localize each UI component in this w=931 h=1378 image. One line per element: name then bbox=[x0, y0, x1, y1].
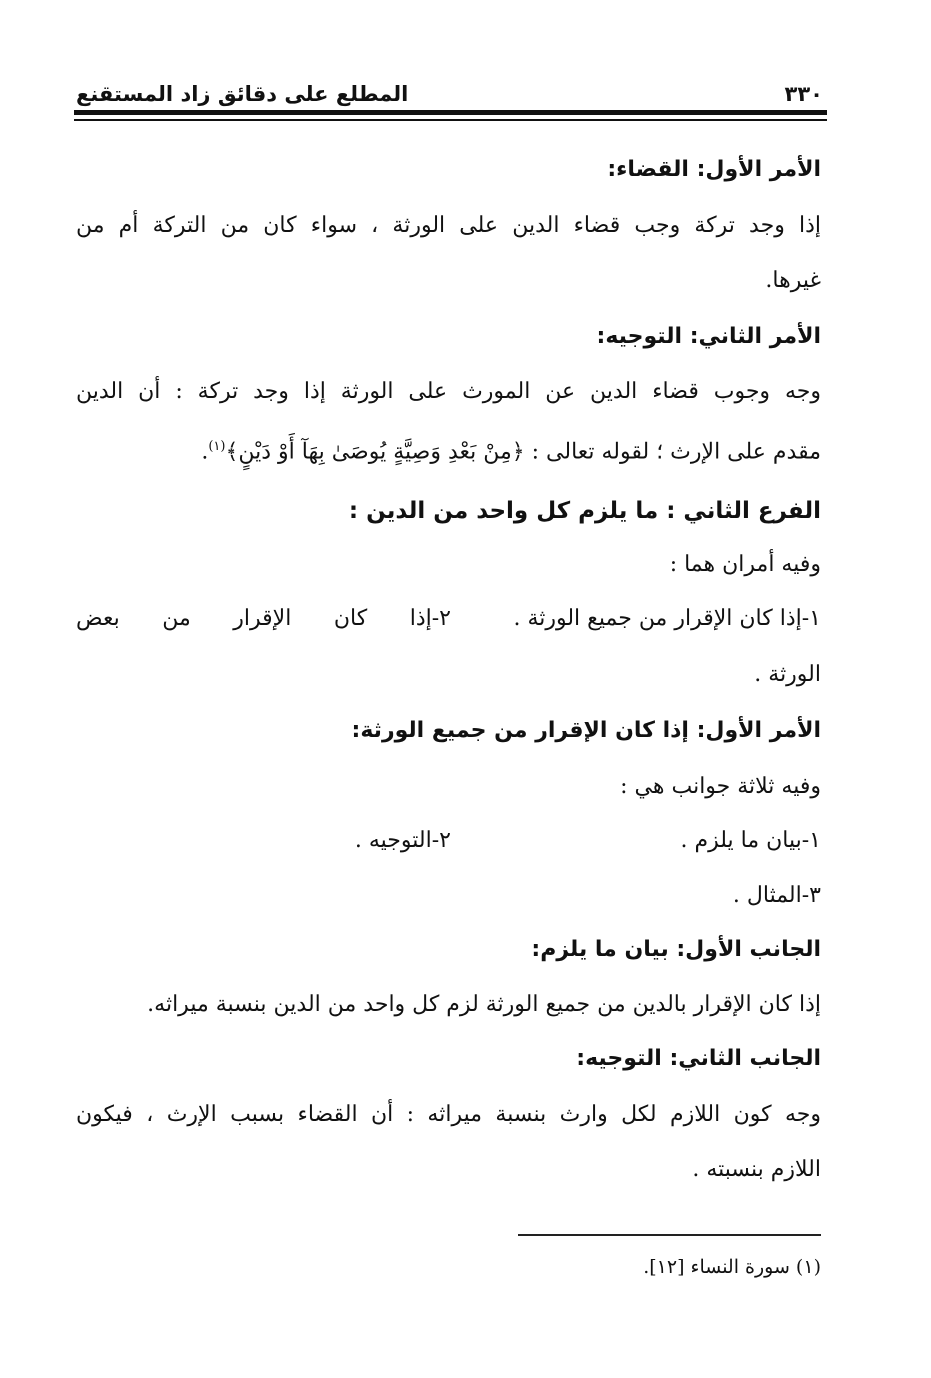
sub-item-1: ١-بيان ما يلزم . bbox=[680, 828, 821, 853]
footnote-ref: (١) bbox=[208, 439, 226, 454]
sub-item-3: ٣-المثال . bbox=[732, 883, 821, 908]
paragraph-2-line-1: وجه وجوب قضاء الدين عن المورث على الورثة إذا وجد تركة : أن الدين bbox=[76, 379, 821, 404]
paragraph-6-line-2: اللازم بنسبته . bbox=[692, 1157, 821, 1182]
heading-first-matter-all-heirs: الأمر الأول: إذا كان الإقرار من جميع الورثة: bbox=[351, 718, 821, 743]
heading-second-branch: الفرع الثاني : ما يلزم كل واحد من الدين : bbox=[348, 498, 821, 524]
heading-first-aspect: الجانب الأول: بيان ما يلزم: bbox=[531, 937, 821, 962]
footnote: (١) سورة النساء [١٢]. bbox=[643, 1256, 821, 1278]
heading-second-aspect: الجانب الثاني: التوجيه: bbox=[576, 1046, 821, 1071]
heading-second-matter: الأمر الثاني: التوجيه: bbox=[596, 324, 821, 349]
list-item-2: ٢-إذا كان الإقرار من بعض bbox=[76, 606, 451, 631]
sentence-end: . bbox=[201, 439, 209, 465]
footnote-separator bbox=[518, 1234, 821, 1236]
paragraph-4: وفيه ثلاثة جوانب هي : bbox=[620, 774, 821, 799]
list-item-1: ١-إذا كان الإقرار من جميع الورثة . bbox=[513, 606, 821, 631]
sub-item-2: ٢-التوجيه . bbox=[354, 828, 451, 853]
list-row-1 bbox=[76, 604, 821, 634]
page-number: ٣٣٠ bbox=[784, 82, 823, 106]
paragraph-2-line-2 bbox=[76, 432, 821, 467]
list-item-2-continued: الورثة . bbox=[754, 662, 821, 687]
paragraph-5: إذا كان الإقرار بالدين من جميع الورثة لزم كل واحد من الدين بنسبة ميراثه. bbox=[147, 992, 821, 1017]
paragraph-6-line-1: وجه كون اللازم لكل وارث بنسبة ميراثه : أن القضاء بسبب الإرث ، فيكون bbox=[76, 1102, 821, 1127]
header-rule-thick bbox=[74, 110, 827, 115]
quran-quote: مقدم على الإرث ؛ لقوله تعالى : ﴿مِنْ بَعْدِ وَصِيَّةٍ يُوصَىٰ بِهَآ أَوْ دَيْنٍ﴾ bbox=[225, 439, 821, 465]
header-rule-thin bbox=[74, 119, 827, 121]
paragraph-1-line-2: غيرها. bbox=[765, 268, 821, 293]
book-title: المطلع على دقائق زاد المستقنع bbox=[76, 82, 409, 106]
page-header bbox=[76, 66, 823, 106]
list-row-2 bbox=[76, 826, 821, 856]
paragraph-1-line-1: إذا وجد تركة وجب قضاء الدين على الورثة ، سواء كان من التركة أم من bbox=[76, 213, 821, 238]
paragraph-3: وفيه أمران هما : bbox=[669, 552, 821, 577]
heading-first-matter: الأمر الأول: القضاء: bbox=[607, 157, 821, 182]
